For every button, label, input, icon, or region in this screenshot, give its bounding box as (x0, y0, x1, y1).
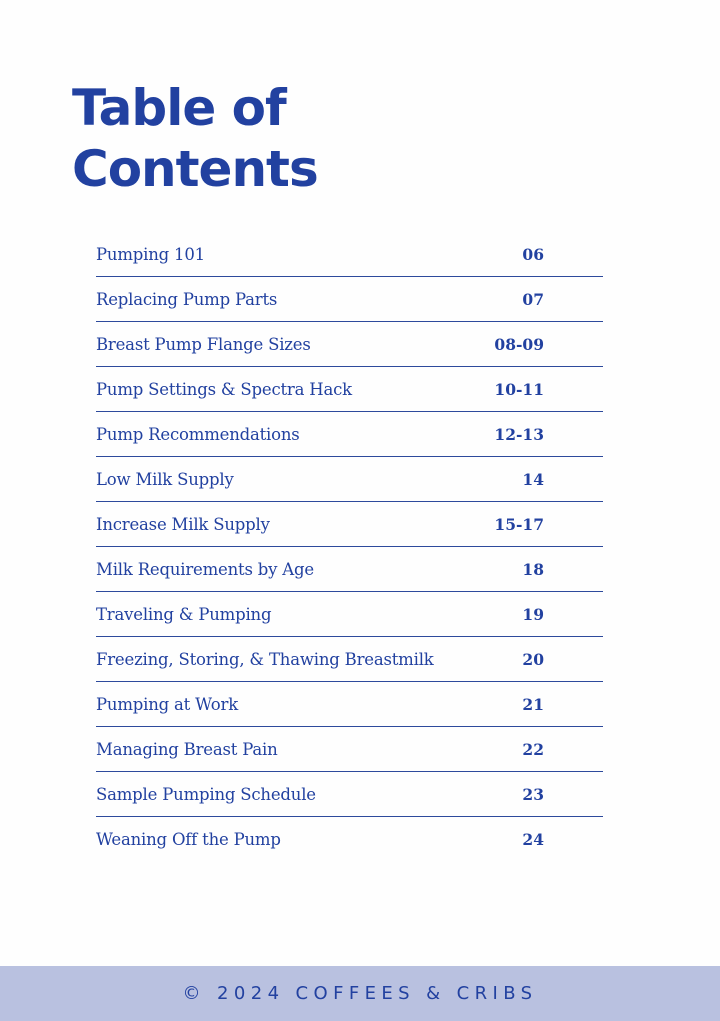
toc-entry-title: Pumping 101 (96, 244, 205, 264)
toc-row[interactable] (96, 592, 603, 637)
toc-entry-page: 21 (522, 694, 544, 714)
toc-entry-title: Pump Settings & Spectra Hack (96, 379, 352, 399)
toc-row[interactable] (96, 817, 603, 861)
toc-row[interactable] (96, 547, 603, 592)
footer-band (0, 966, 720, 1021)
toc-row[interactable] (96, 367, 603, 412)
toc-row[interactable] (96, 682, 603, 727)
toc-entry-title: Traveling & Pumping (96, 604, 272, 624)
toc-row[interactable] (96, 232, 603, 277)
toc-entry-page: 23 (522, 784, 544, 804)
toc-entry-page: 18 (522, 559, 544, 579)
toc-entry-title: Sample Pumping Schedule (96, 784, 316, 804)
toc-entry-page: 07 (522, 289, 544, 309)
toc-entry-page: 08-09 (494, 334, 544, 354)
page-title (72, 78, 318, 200)
toc-entry-title: Managing Breast Pain (96, 739, 278, 759)
toc-entry-page: 10-11 (494, 379, 544, 399)
toc-entry-page: 24 (522, 829, 544, 849)
toc-row[interactable] (96, 772, 603, 817)
toc-entry-title: Breast Pump Flange Sizes (96, 334, 311, 354)
toc-entry-page: 06 (522, 244, 544, 264)
toc-entry-title: Freezing, Storing, & Thawing Breastmilk (96, 649, 434, 669)
toc-row[interactable] (96, 637, 603, 682)
toc-entry-page: 15-17 (494, 514, 544, 534)
table-of-contents-list (96, 232, 603, 861)
toc-entry-title: Increase Milk Supply (96, 514, 270, 534)
copyright-text: © 2024 COFFEES & CRIBS (182, 983, 538, 1004)
page-title-line-1: Table of (72, 79, 286, 137)
toc-row[interactable] (96, 502, 603, 547)
toc-entry-title: Pumping at Work (96, 694, 239, 714)
toc-row[interactable] (96, 277, 603, 322)
toc-entry-page: 14 (522, 469, 544, 489)
toc-row[interactable] (96, 457, 603, 502)
toc-row[interactable] (96, 727, 603, 772)
toc-row[interactable] (96, 412, 603, 457)
page-title-line-2: Contents (72, 140, 318, 198)
toc-entry-page: 20 (522, 649, 544, 669)
toc-row[interactable] (96, 322, 603, 367)
toc-entry-title: Weaning Off the Pump (96, 829, 281, 849)
toc-entry-title: Replacing Pump Parts (96, 289, 278, 309)
toc-entry-title: Milk Requirements by Age (96, 559, 314, 579)
toc-entry-page: 22 (522, 739, 544, 759)
toc-entry-title: Low Milk Supply (96, 469, 234, 489)
toc-entry-title: Pump Recommendations (96, 424, 300, 444)
toc-entry-page: 19 (522, 604, 544, 624)
toc-entry-page: 12-13 (494, 424, 544, 444)
